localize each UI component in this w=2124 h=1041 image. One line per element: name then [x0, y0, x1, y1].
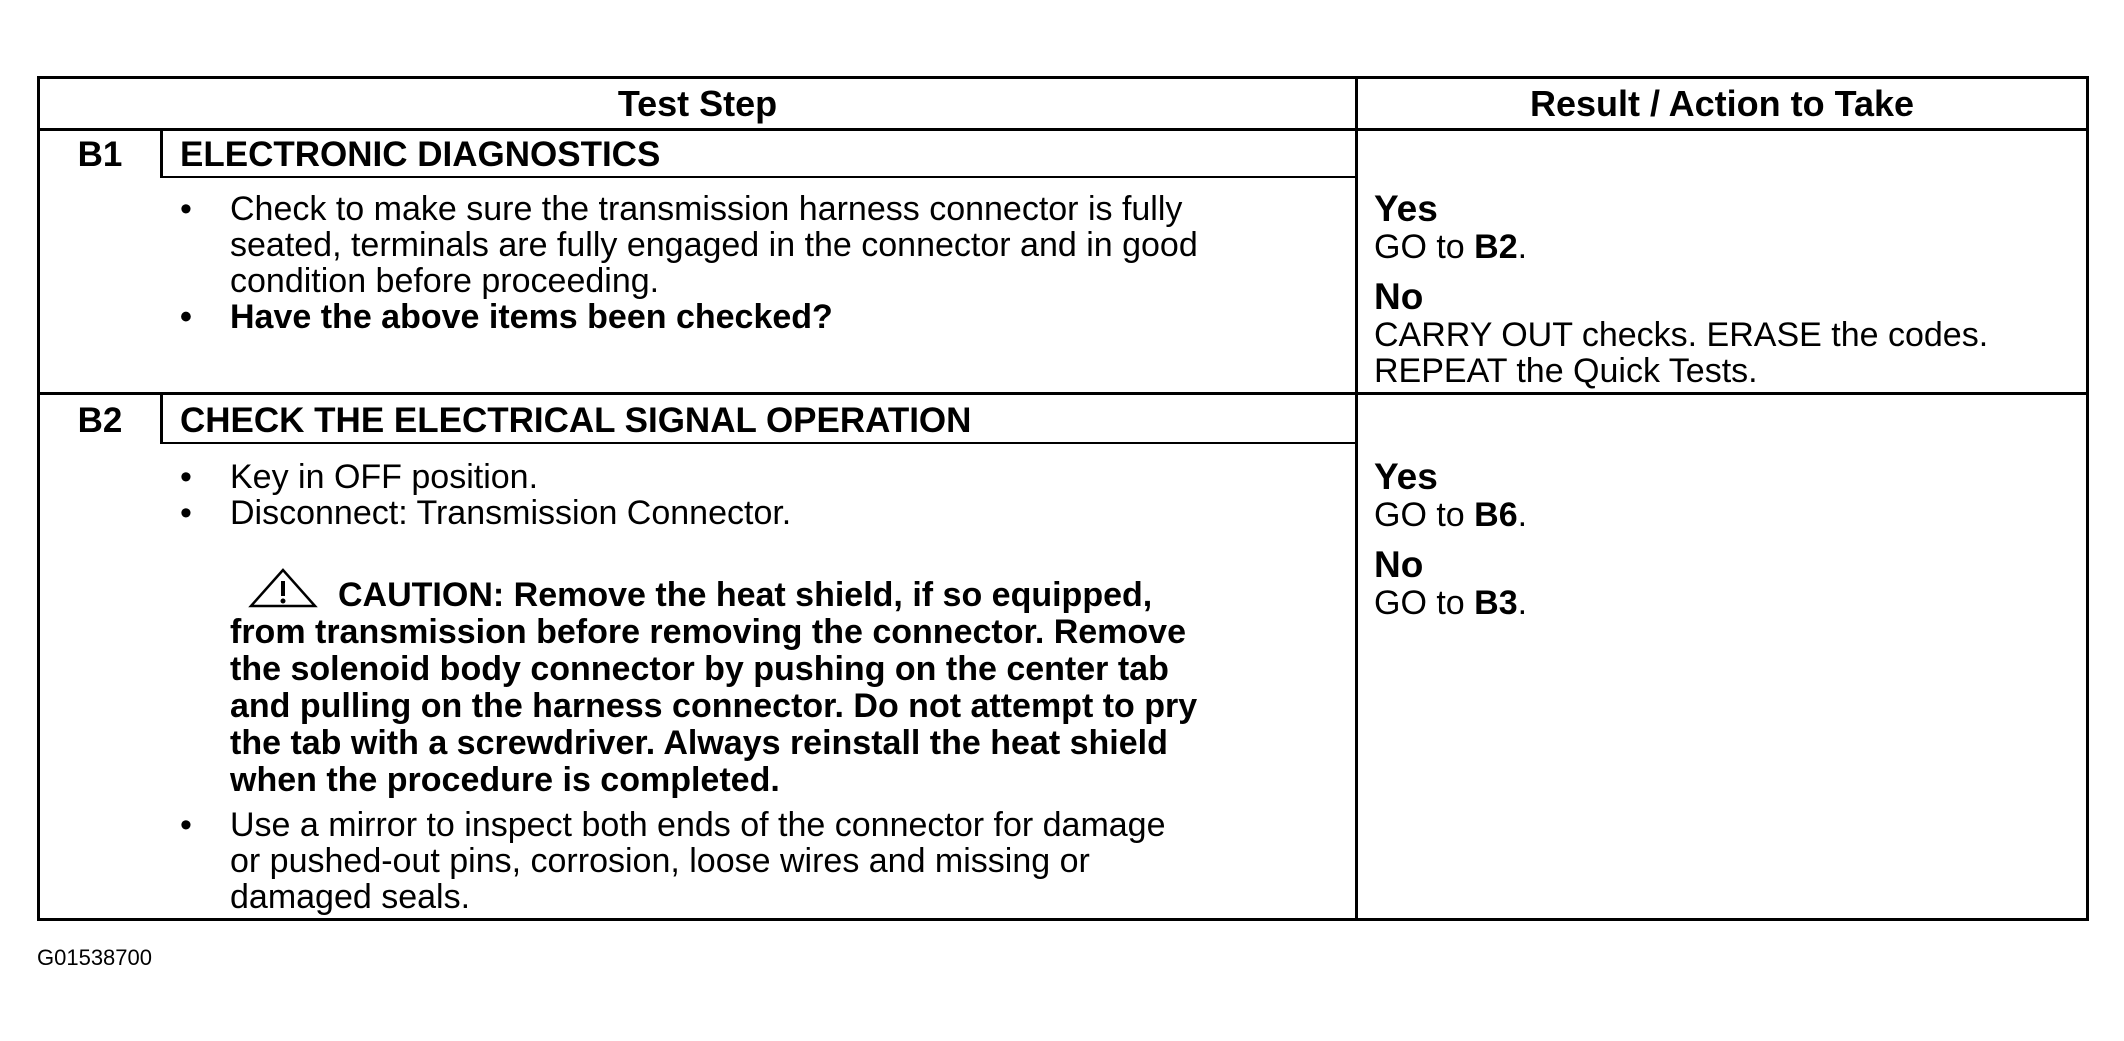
b2-result-yes-label: Yes	[1374, 456, 1438, 497]
b1-result-no-line-2: REPEAT the Quick Tests.	[1374, 352, 1758, 390]
b2-yes-prefix: GO to	[1374, 496, 1475, 534]
b2-bullet-3-line-3: damaged seals.	[230, 878, 471, 916]
b1-bullet-1-line-1: Check to make sure the transmission harness connector is fully	[230, 190, 1183, 228]
step-title-b1: ELECTRONIC DIAGNOSTICS	[180, 135, 661, 174]
figure-code: G01538700	[37, 945, 152, 970]
b1-result-no-label: No	[1374, 276, 1424, 317]
b1-title-divider	[160, 176, 1355, 178]
b2-bullet-1: Key in OFF position.	[230, 458, 539, 496]
b2-bullet-2: Disconnect: Transmission Connector.	[230, 494, 792, 532]
b1-yes-prefix: GO to	[1374, 228, 1475, 266]
caution-line-6: when the procedure is completed.	[230, 761, 780, 799]
step-id-b1: B1	[77, 135, 123, 174]
b1-result-yes-action	[1374, 229, 1527, 266]
b2-result-no-label: No	[1374, 544, 1424, 585]
b2-result-yes-action	[1374, 497, 1527, 534]
bullet-glyph: •	[180, 806, 192, 844]
bullet-glyph: •	[180, 298, 192, 336]
b2-title-divider	[160, 442, 1355, 444]
b1-id-divider	[160, 128, 163, 178]
b1-yes-suffix: .	[1517, 228, 1528, 266]
b1-bullet-1-line-3: condition before proceeding.	[230, 262, 660, 300]
step-id-b2: B2	[77, 401, 123, 440]
header-result: Result / Action to Take	[1529, 83, 1915, 124]
b2-yes-target: B6	[1474, 496, 1518, 534]
row-divider	[40, 392, 2086, 395]
b2-no-prefix: GO to	[1374, 584, 1475, 622]
caution-line-4: and pulling on the harness connector. Do not attempt to pry	[230, 687, 1198, 725]
b2-bullet-3-line-1: Use a mirror to inspect both ends of the connector for damage	[230, 806, 1166, 844]
b1-result-no-line-1: CARRY OUT checks. ERASE the codes.	[1374, 316, 1989, 354]
warning-triangle-icon	[248, 567, 318, 609]
diagnostic-table	[37, 76, 2089, 921]
b2-no-suffix: .	[1517, 584, 1528, 622]
caution-line-2: from transmission before removing the connector. Remove	[230, 613, 1187, 651]
b2-result-no-action	[1374, 585, 1527, 622]
step-title-b2: CHECK THE ELECTRICAL SIGNAL OPERATION	[180, 401, 972, 440]
column-divider	[1355, 79, 1358, 918]
b2-no-target: B3	[1474, 584, 1518, 622]
b1-bullet-1-line-2: seated, terminals are fully engaged in the connector and in good	[230, 226, 1198, 264]
b2-yes-suffix: .	[1517, 496, 1528, 534]
header-test-step: Test Step	[617, 83, 778, 124]
bullet-glyph: •	[180, 190, 192, 228]
b2-bullet-3-line-2: or pushed-out pins, corrosion, loose wires and missing or	[230, 842, 1090, 880]
bullet-glyph: •	[180, 458, 192, 496]
bullet-glyph: •	[180, 494, 192, 532]
b1-yes-target: B2	[1474, 228, 1518, 266]
header-divider	[40, 128, 2086, 131]
caution-line-3: the solenoid body connector by pushing on the center tab	[230, 650, 1169, 688]
caution-line-5: the tab with a screwdriver. Always reinstall the heat shield	[230, 724, 1168, 762]
caution-line-1: CAUTION: Remove the heat shield, if so equipped,	[338, 576, 1153, 614]
b1-result-yes-label: Yes	[1374, 188, 1438, 229]
b2-id-divider	[160, 392, 163, 444]
b1-bullet-2-line-1: Have the above items been checked?	[230, 298, 833, 336]
